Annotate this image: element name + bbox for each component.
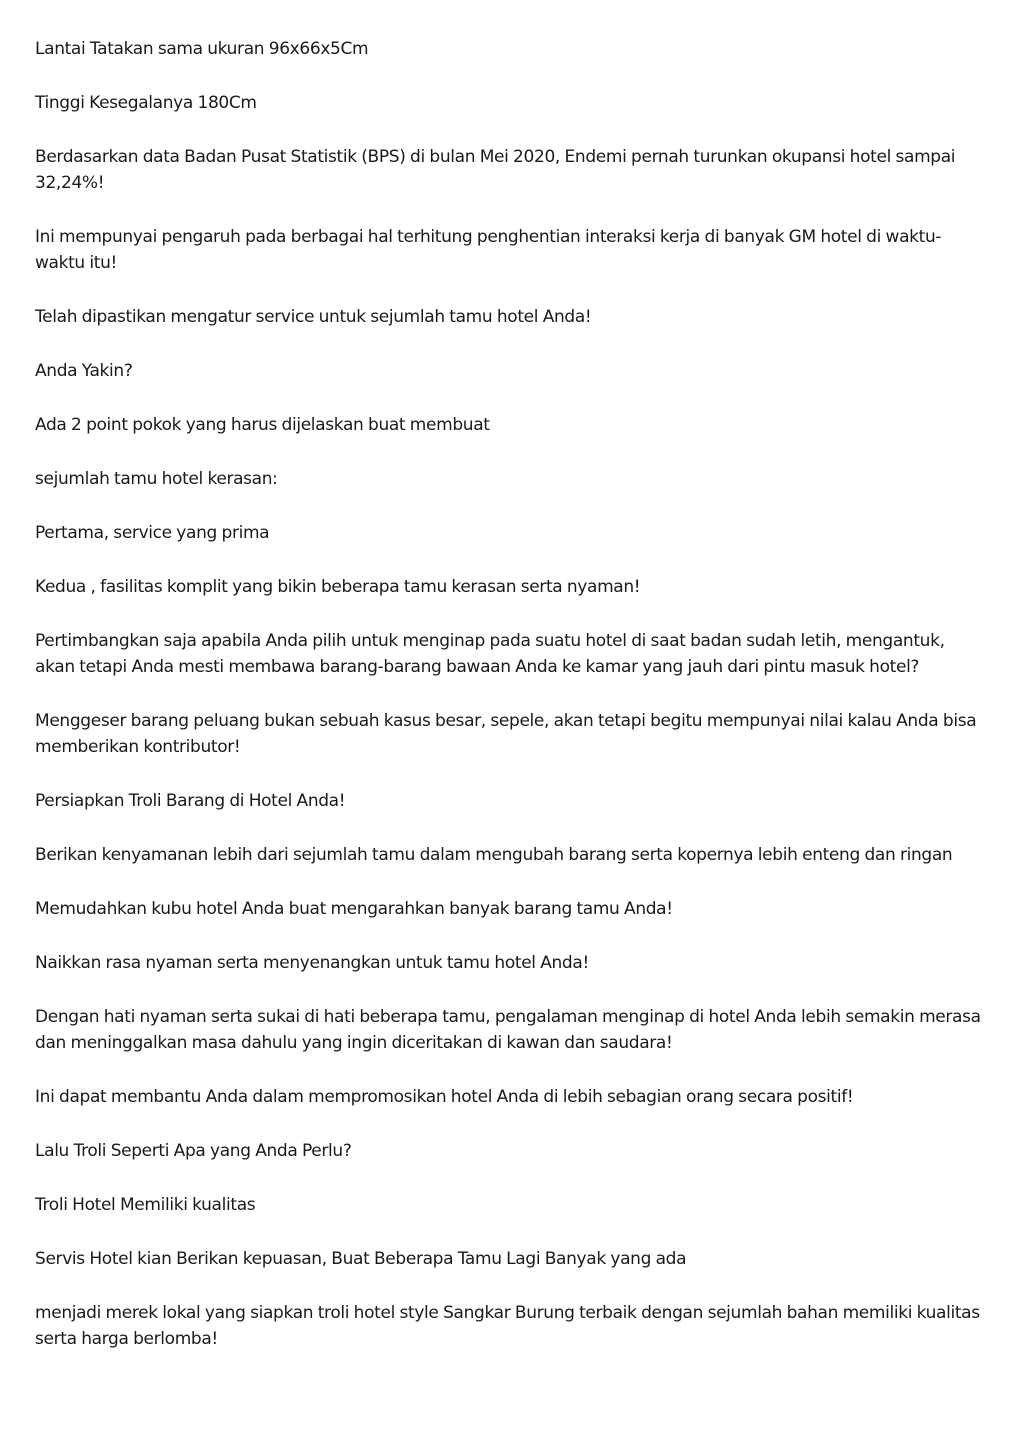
paragraph: Ini dapat membantu Anda dalam mempromosikan hotel Anda di lebih sebagian orang secara positif! — [35, 1087, 854, 1107]
paragraph: Kedua , fasilitas komplit yang bikin beberapa tamu kerasan serta nyaman! — [35, 577, 641, 597]
paragraph: Ini mempunyai pengaruh pada berbagai hal terhitung penghentian interaksi kerja di banyak GM hotel di waktu-waktu itu! — [35, 227, 942, 273]
paragraph: Servis Hotel kian Berikan kepuasan, Buat Beberapa Tamu Lagi Banyak yang ada — [35, 1249, 687, 1269]
document-body — [35, 36, 985, 1380]
paragraph: menjadi merek lokal yang siapkan troli hotel style Sangkar Burung terbaik dengan sejumlah bahan memiliki kualitas serta harga berlomba! — [35, 1303, 980, 1349]
paragraph: Dengan hati nyaman serta sukai di hati beberapa tamu, pengalaman menginap di hotel Anda lebih semakin merasa dan meninggalkan masa dahulu yang ingin diceritakan di kawan dan saudara! — [35, 1007, 981, 1053]
paragraph: Lantai Tatakan sama ukuran 96x66x5Cm — [35, 39, 369, 59]
paragraph: Ada 2 point pokok yang harus dijelaskan buat membuat — [35, 415, 490, 435]
paragraph: sejumlah tamu hotel kerasan: — [35, 469, 278, 489]
paragraph: Lalu Troli Seperti Apa yang Anda Perlu? — [35, 1141, 352, 1161]
paragraph: Telah dipastikan mengatur service untuk sejumlah tamu hotel Anda! — [35, 307, 592, 327]
paragraph: Berikan kenyamanan lebih dari sejumlah tamu dalam mengubah barang serta kopernya lebih enteng dan ringan — [35, 845, 953, 865]
paragraph: Anda Yakin? — [35, 361, 133, 381]
paragraph: Menggeser barang peluang bukan sebuah kasus besar, sepele, akan tetapi begitu mempunyai nilai kalau Anda bisa memberikan kontributor! — [35, 711, 977, 757]
paragraph: Berdasarkan data Badan Pusat Statistik (BPS) di bulan Mei 2020, Endemi pernah turunkan okupansi hotel sampai 32,24%! — [35, 147, 956, 193]
paragraph: Pertama, service yang prima — [35, 523, 270, 543]
paragraph: Pertimbangkan saja apabila Anda pilih untuk menginap pada suatu hotel di saat badan sudah letih, mengantuk, akan tetapi Anda mesti membawa barang-barang bawaan Anda ke kamar yang jauh dari pintu masuk hotel? — [35, 631, 945, 677]
paragraph: Troli Hotel Memiliki kualitas — [35, 1195, 256, 1215]
paragraph: Tinggi Kesegalanya 180Cm — [35, 93, 257, 113]
paragraph: Memudahkan kubu hotel Anda buat mengarahkan banyak barang tamu Anda! — [35, 899, 673, 919]
paragraph: Naikkan rasa nyaman serta menyenangkan untuk tamu hotel Anda! — [35, 953, 589, 973]
paragraph: Persiapkan Troli Barang di Hotel Anda! — [35, 791, 346, 811]
